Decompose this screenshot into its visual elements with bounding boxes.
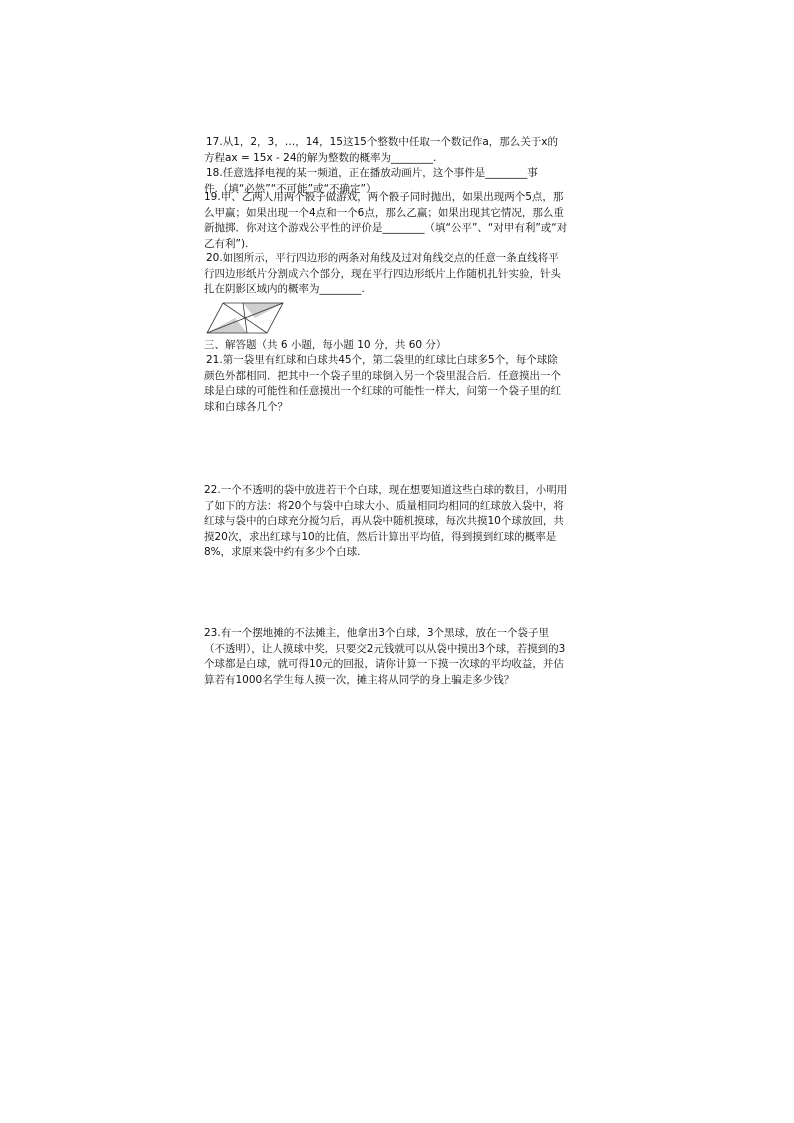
question-19-line-1: 19.甲、乙两人用两个骰子做游戏，两个骰子同时抛出，如果出现两个5点，那 bbox=[204, 191, 564, 203]
question-21-line-3: 球是白球的可能性和任意摸出一个红球的可能性一样大，问第一个袋子里的红 bbox=[204, 385, 561, 397]
question-22 bbox=[204, 483, 588, 561]
question-20-line-1: 20.如图所示，平行四边形的两条对角线及过对角线交点的任意一条直线将平 bbox=[206, 252, 559, 264]
question-23-line-1: 23.有一个摆地摊的不法摊主，他拿出3个白球，3个黑球，放在一个袋子里 bbox=[204, 627, 550, 639]
question-18-line-2: 件.（填“必然”“不可能”或“不确定”） bbox=[204, 182, 377, 195]
question-22-line-5: 8%，求原来袋中约有多少个白球. bbox=[204, 546, 361, 558]
question-20-line-3: 扎在阴影区域内的概率为________. bbox=[204, 283, 365, 295]
question-20 bbox=[204, 251, 588, 298]
question-21-line-4: 球和白球各几个？ bbox=[204, 400, 288, 413]
question-23-line-4: 算若有1000名学生每人摸一次，摊主将从同学的身上骗走多少钱？ bbox=[204, 673, 515, 686]
question-18-line-1: 18.任意选择电视的某一频道，正在播放动画片，这个事件是________事 bbox=[206, 167, 538, 179]
cutting-line bbox=[243, 303, 247, 333]
question-20-line-2: 行四边形纸片分割成六个部分，现在平行四边形纸片上作随机扎针实验，针头 bbox=[204, 267, 561, 280]
question-21-line-1: 21.第一袋里有红球和白球共45个，第二袋里的红球比白球多5个，每个球除 bbox=[206, 354, 558, 366]
question-23 bbox=[204, 626, 588, 688]
section-3-title: 三、解答题（共 6 小题，每小题 10 分，共 60 分） bbox=[204, 339, 447, 351]
question-19-line-3: 新抛掷．你对这个游戏公平性的评价是________（填“公平”、“对甲有利”或“对 bbox=[204, 222, 568, 234]
parallelogram-figure bbox=[205, 300, 285, 336]
question-21 bbox=[204, 353, 588, 415]
question-22-line-1: 22.一个不透明的袋中放进若干个白球，现在想要知道这些白球的数目，小明用 bbox=[204, 484, 568, 496]
question-23-line-3: 个球都是白球，就可得10元的回报，请你计算一下摸一次球的平均收益，并估 bbox=[204, 658, 564, 670]
question-22-line-3: 红球与袋中的白球充分搅匀后，再从袋中随机摸球，每次共摸10个球放回，共 bbox=[204, 515, 564, 527]
question-19-line-2: 么甲赢；如果出现一个4点和一个6点，那么乙赢；如果出现其它情况，那么重 bbox=[204, 206, 564, 219]
question-23-line-2: （不透明），让人摸球中奖．只要交2元钱就可以从袋中摸出3个球，若摸到的3 bbox=[204, 642, 566, 655]
question-17-line-2: 方程ax = 15x - 24的解为整数的概率为________. bbox=[204, 151, 437, 164]
question-21-line-2: 颜色外都相同．把其中一个袋子里的球倒入另一个袋里混合后．任意摸出一个 bbox=[204, 369, 561, 382]
question-19-line-4: 乙有利”). bbox=[204, 237, 249, 250]
question-22-line-4: 摸20次，求出红球与10的比值，然后计算出平均值，得到摸到红球的概率是 bbox=[204, 530, 557, 543]
question-17-line-1: 17.从1，2，3，…，14，15这15个整数中任取一个数记作a，那么关于x的 bbox=[206, 136, 558, 148]
question-22-line-2: 了如下的方法：将20个与袋中白球大小、质量相同均相同的红球放入袋中，将 bbox=[204, 499, 564, 512]
section-3-heading bbox=[204, 338, 588, 354]
question-19 bbox=[204, 190, 588, 252]
question-17 bbox=[204, 135, 588, 166]
